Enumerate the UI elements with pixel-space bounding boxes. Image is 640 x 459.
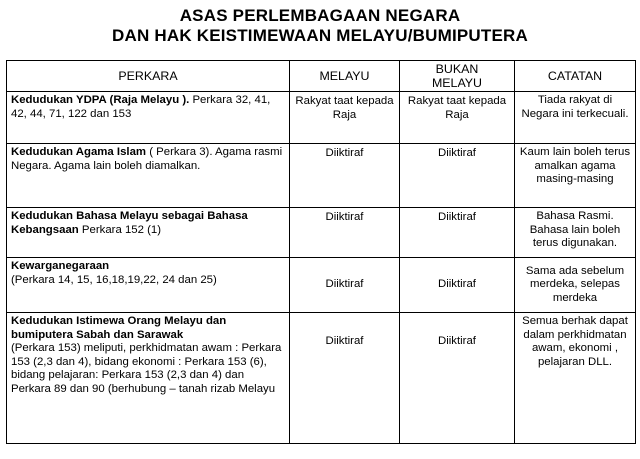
cell-perkara [7, 92, 290, 144]
cell-catatan: Sama ada sebelum merdeka, selepas merdeka [515, 258, 636, 313]
cell-melayu: Diiktiraf [290, 144, 400, 208]
document-title [0, 0, 640, 46]
cell-bukan-melayu: Diiktiraf [400, 208, 515, 258]
table-row [7, 258, 636, 313]
constitution-table [6, 60, 636, 444]
table-row [7, 92, 636, 144]
cell-melayu: Diiktiraf [290, 258, 400, 313]
cell-catatan: Kaum lain boleh terus amalkan agama masing-masing [515, 144, 636, 208]
perkara-text: Perkara 32, 41, 42, 44, 71, 122 dan 153 [11, 94, 271, 120]
perkara-bold-text: Kedudukan Bahasa Melayu sebagai Bahasa Kebangsaan [11, 210, 248, 236]
perkara-text: (Perkara 14, 15, 16,18,19,22, 24 dan 25) [11, 273, 217, 286]
cell-catatan: Semua berhak dapat dalam perkhidmatan awam, ekonomi , pelajaran DLL. [515, 313, 636, 444]
perkara-bold-text: Kedudukan YDPA (Raja Melayu ). [11, 94, 190, 106]
header-perkara: PERKARA [7, 61, 290, 92]
cell-catatan: Tiada rakyat di Negara ini terkecuali. [515, 92, 636, 144]
perkara-bold-text: Kewarganegaraan [11, 260, 110, 272]
title-line-2: DAN HAK KEISTIMEWAAN MELAYU/BUMIPUTERA [112, 26, 528, 45]
table-row [7, 313, 636, 444]
cell-bukan-melayu: Diiktiraf [400, 313, 515, 444]
cell-melayu: Diiktiraf [290, 208, 400, 258]
perkara-bold-text: Kedudukan Agama Islam [11, 146, 147, 158]
title-line-1: ASAS PERLEMBAGAAN NEGARA [179, 6, 461, 25]
cell-bukan-melayu: Diiktiraf [400, 258, 515, 313]
table-row [7, 144, 636, 208]
header-melayu: MELAYU [290, 61, 400, 92]
table-header-row [7, 61, 636, 92]
cell-bukan-melayu: Rakyat taat kepada Raja [400, 92, 515, 144]
header-catatan: CATATAN [515, 61, 636, 92]
cell-perkara [7, 258, 290, 313]
cell-catatan: Bahasa Rasmi. Bahasa lain boleh terus digunakan. [515, 208, 636, 258]
cell-perkara [7, 144, 290, 208]
header-bukan-melayu-line-2: MELAYU [431, 76, 483, 90]
perkara-bold-text: Kedudukan Istimewa Orang Melayu dan bumiputera Sabah dan Sarawak [11, 315, 227, 341]
header-bukan-melayu [400, 61, 515, 92]
cell-melayu: Diiktiraf [290, 313, 400, 444]
cell-melayu: Rakyat taat kepada Raja [290, 92, 400, 144]
cell-perkara [7, 313, 290, 444]
table-row [7, 208, 636, 258]
cell-bukan-melayu: Diiktiraf [400, 144, 515, 208]
header-bukan-melayu-line-1: BUKAN [435, 62, 479, 76]
perkara-text: (Perkara 153) meliputi, perkhidmatan awam : Perkara 153 (2,3 dan 4), bidang ekonomi : Perkara 153 (6), bidang pelajaran: Perkara 153 (2,3 dan 4) dan Perkara 89 dan 90 (berhubung – tanah rizab Melayu [11, 342, 282, 395]
perkara-text: ( Perkara 3). Agama rasmi Negara. Agama lain boleh diamalkan. [11, 146, 283, 172]
cell-perkara [7, 208, 290, 258]
perkara-text: Perkara 152 (1) [78, 223, 162, 236]
